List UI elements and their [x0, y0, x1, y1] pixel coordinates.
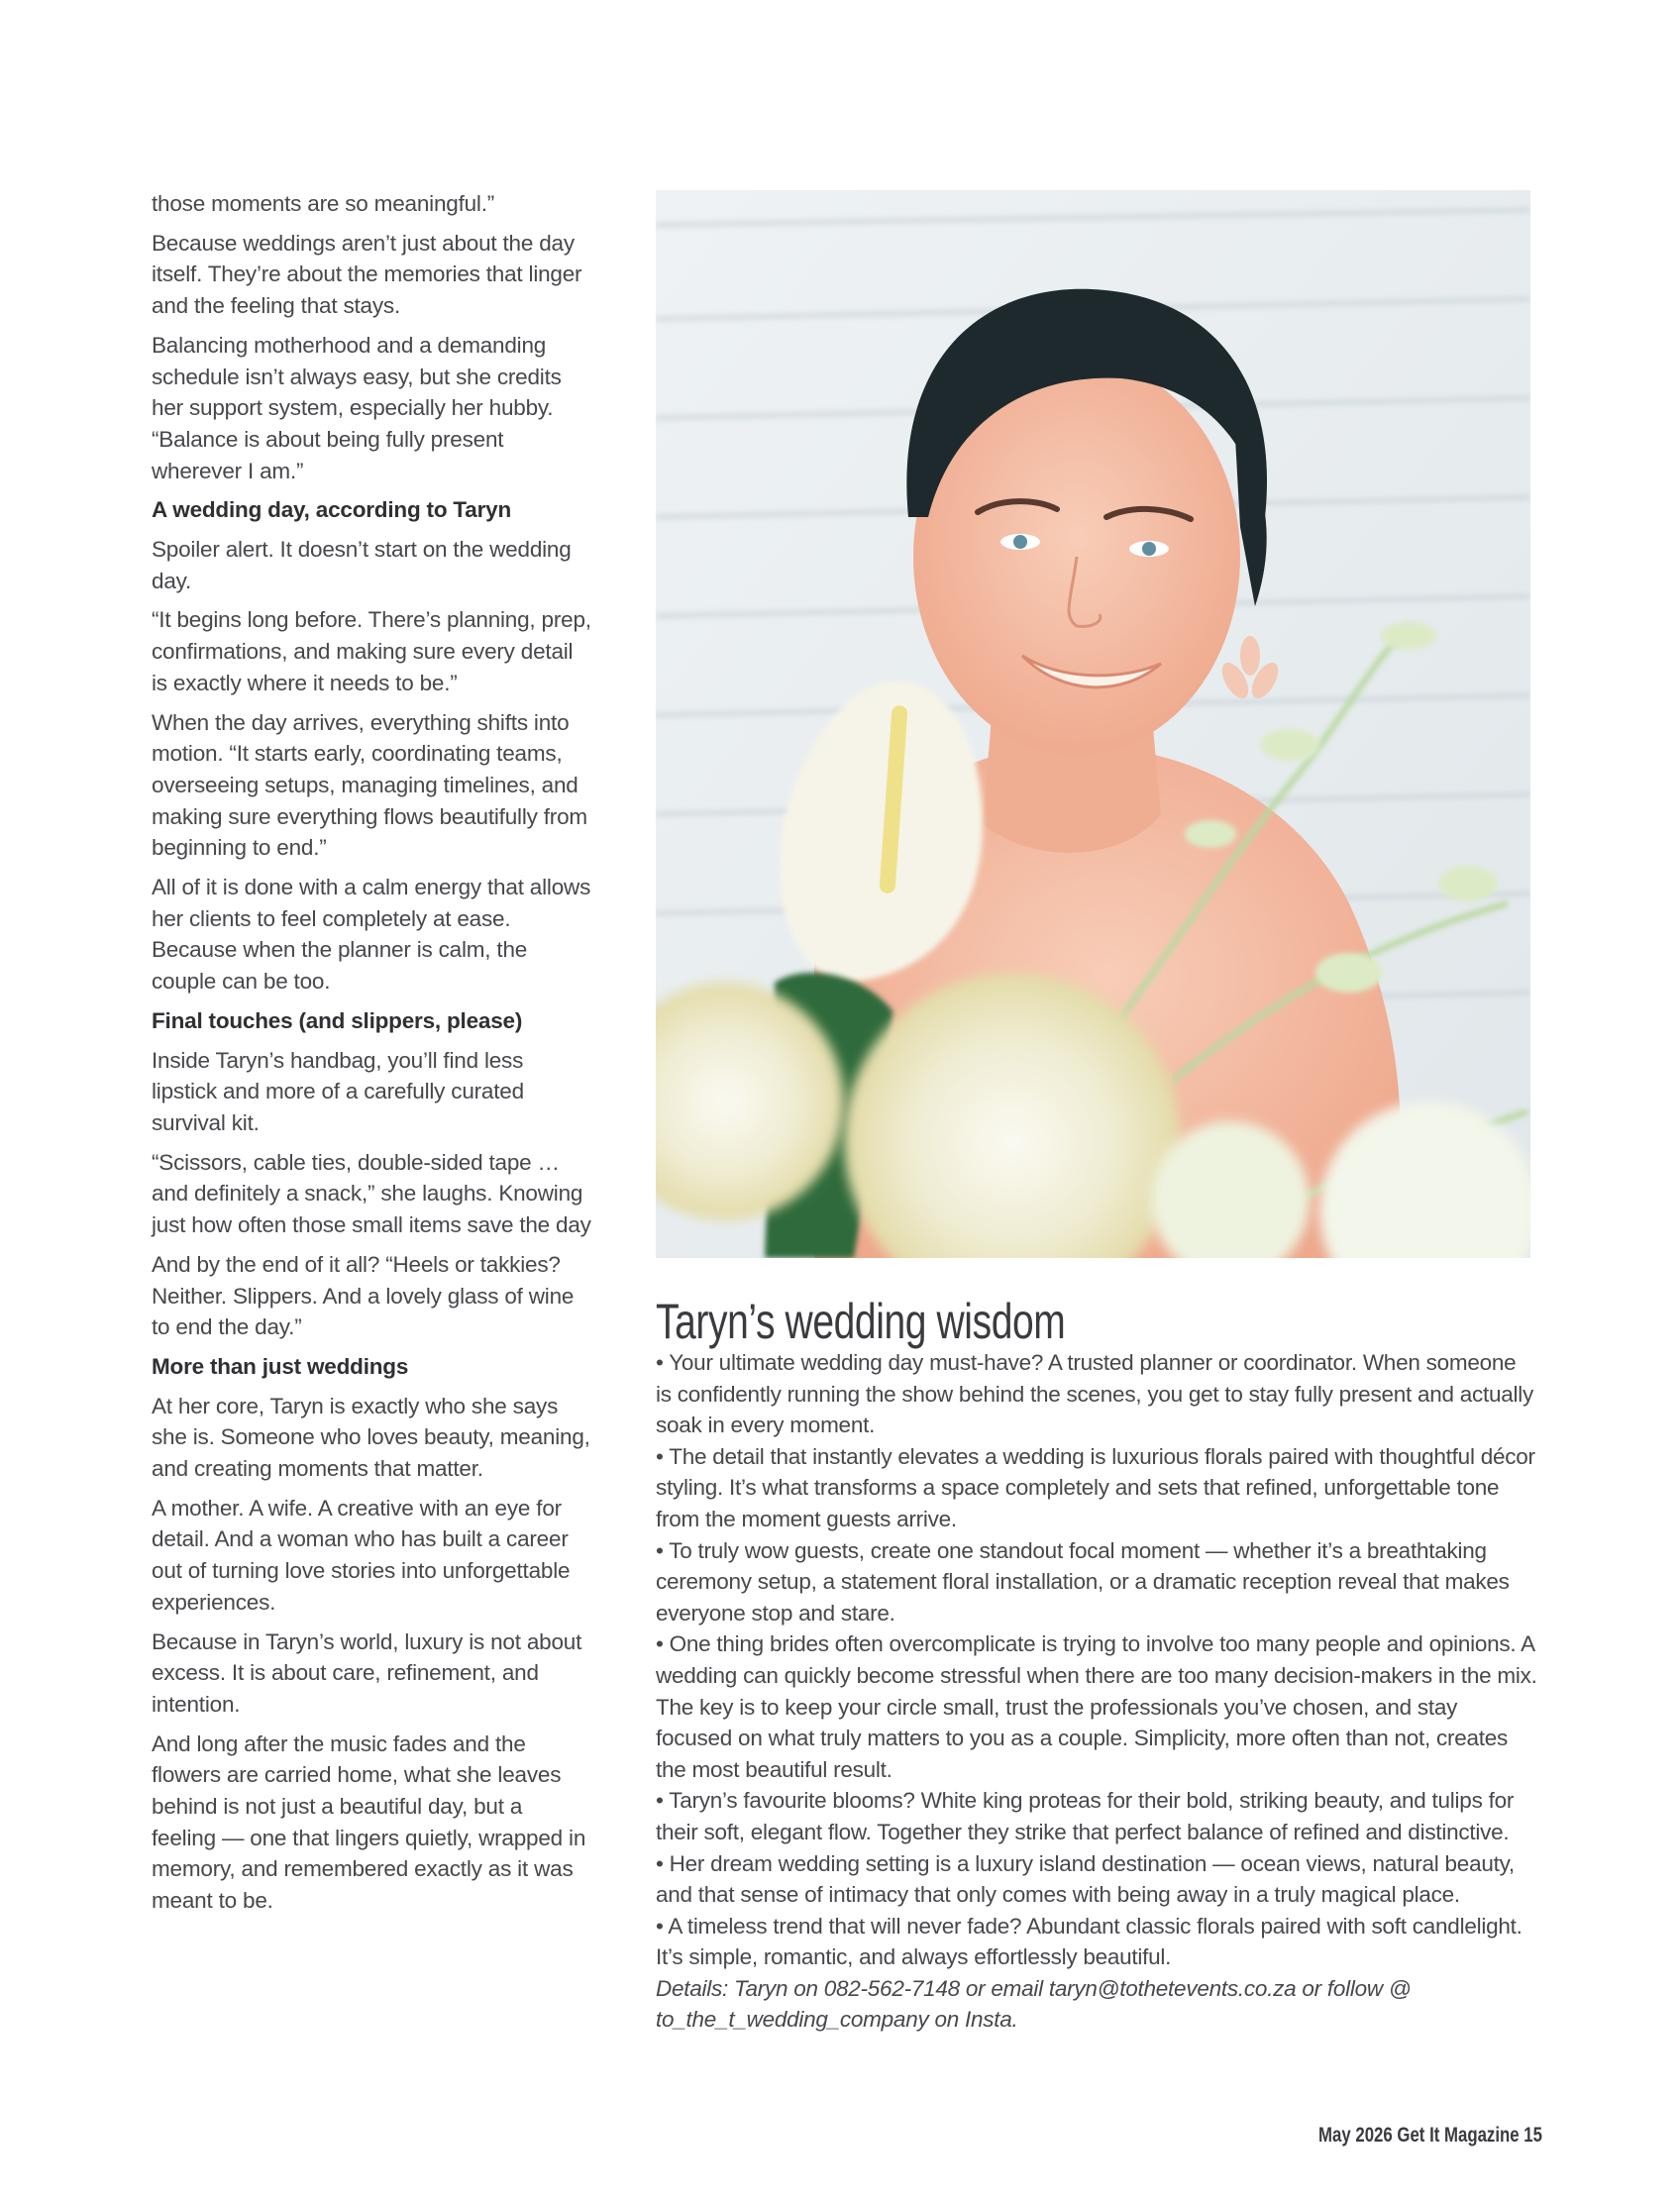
wisdom-sidebar	[656, 1296, 1537, 2036]
paragraph: “Scissors, cable ties, double-sided tape … and definitely a snack,” she laughs. Knowing just how often those small items save the day	[152, 1149, 591, 1238]
wisdom-item: • One thing brides often overcomplicate is trying to involve too many people and opinions. A wedding can quickly become stressful when there are too many decision-makers in the mix. The key is to keep your circle small, trust the professionals you’ve chosen, and stay focused on what truly matters to you as a couple. Simplicity, more often than not, creates the most beautiful result.	[656, 1631, 1537, 1782]
paragraph: Balancing motherhood and a demanding schedule isn’t always easy, but she credits her support system, especially her hubby. “Balance is about being fully present wherever I am.”	[152, 332, 562, 483]
wisdom-item: • Your ultimate wedding day must-have? A trusted planner or coordinator. When someone is confidently running the show behind the scenes, you get to stay fully present and actually soak in every moment.	[656, 1350, 1534, 1438]
paragraph: Inside Taryn’s handbag, you’ll find less lipstick and more of a carefully curated survival kit.	[152, 1047, 524, 1135]
wisdom-title: Taryn’s wedding wisdom	[656, 1294, 1066, 1349]
subheading: A wedding day, according to Taryn	[152, 497, 512, 523]
paragraph: Because in Taryn’s world, luxury is not about excess. It is about care, refinement, and intention.	[152, 1628, 582, 1717]
article-left-column	[152, 188, 592, 1925]
wisdom-item: • The detail that instantly elevates a wedding is luxurious florals paired with thoughtful décor styling. It’s what transforms a space completely and sets that refined, unforgettable tone from the moment guests arrive.	[656, 1443, 1535, 1531]
paragraph: Because weddings aren’t just about the day itself. They’re about the memories that linger and the feeling that stays.	[152, 230, 582, 319]
portrait-photo	[656, 190, 1530, 1258]
wisdom-item: • Taryn’s favourite blooms? White king proteas for their bold, striking beauty, and tulips for their soft, elegant flow. Together they strike that perfect balance of refined and distinctive.	[656, 1788, 1515, 1844]
paragraph: Spoiler alert. It doesn’t start on the wedding day.	[152, 537, 572, 593]
wisdom-item: • Her dream wedding setting is a luxury island destination — ocean views, natural beauty, and that sense of intimacy that only comes with being away in a truly magical place.	[656, 1850, 1515, 1908]
subheading: Final touches (and slippers, please)	[152, 1007, 523, 1033]
paragraph: A mother. A wife. A creative with an eye for detail. And a woman who has built a career out of turning love stories into unforgettable experiences.	[152, 1495, 571, 1615]
paragraph: All of it is done with a calm energy that allows her clients to feel completely at ease. Because when the planner is calm, the couple can be too.	[152, 875, 591, 995]
wisdom-item: • To truly wow guests, create one standout focal moment — whether it’s a breathtaking ceremony setup, a statement floral installation, or a dramatic reception reveal that makes everyone stop and stare.	[656, 1537, 1510, 1626]
page-footer: May 2026 Get It Magazine 15	[1318, 2124, 1542, 2147]
subheading: More than just weddings	[152, 1353, 409, 1379]
contact-details: Details: Taryn on 082-562-7148 or email taryn@tothetevents.co.za or follow @ to_the_t_wedding_company on Insta.	[656, 1975, 1412, 2033]
wisdom-list	[656, 1347, 1537, 1973]
paragraph: At her core, Taryn is exactly who she says she is. Someone who loves beauty, meaning, and creating moments that matter.	[152, 1393, 590, 1482]
wisdom-item: • A timeless trend that will never fade? Abundant classic florals paired with soft candlelight. It’s simple, romantic, and always effortlessly beautiful.	[656, 1913, 1522, 1970]
paragraph: And by the end of it all? “Heels or takkies? Neither. Slippers. And a lovely glass of wine to end the day.”	[152, 1251, 575, 1340]
portrait-illustration	[656, 190, 1530, 1258]
paragraph: those moments are so meaningful.”	[152, 191, 495, 216]
paragraph: “It begins long before. There’s planning, prep, confirmations, and making sure every detail is exactly where it needs to be.”	[152, 607, 591, 695]
paragraph: When the day arrives, everything shifts into motion. “It starts early, coordinating teams, overseeing setups, managing timelines, and making sure everything flows beautifully from beginning to end.”	[152, 709, 587, 861]
paragraph: And long after the music fades and the flowers are carried home, what she leaves behind is not just a beautiful day, but a feeling — one that lingers quietly, wrapped in memory, and remembered exactly as it was meant to be.	[152, 1731, 586, 1914]
